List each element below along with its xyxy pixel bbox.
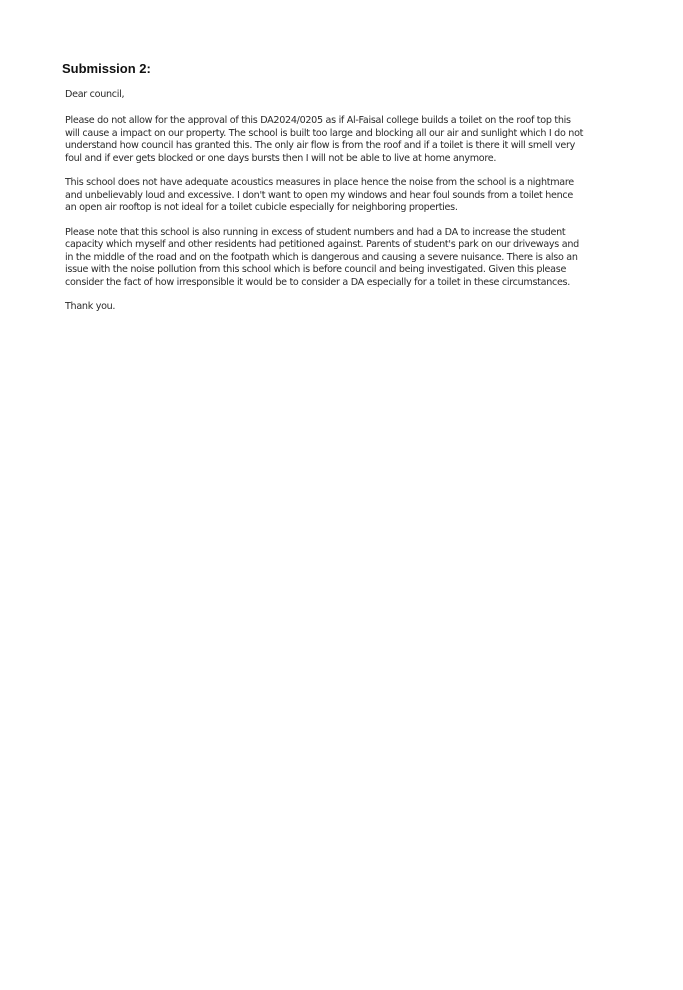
letter-paragraph-3: Please note that this school is also running in excess of student numbers and had a DA to increase the student capacity which myself and other residents had petitioned against. Parents of student's park on our driveways and in the middle of the road and on the footpath which is dangerous and causing a severe nuisance. There is also an issue with the noise pollution from this school which is before council and being investigated. Given this please consider the fact of how irresponsible it would be to consider a DA especially for a toilet in these circumstances.	[65, 227, 579, 288]
letter-paragraph-2: This school does not have adequate acoustics measures in place hence the noise from the school is a nightmare and unbelievably loud and excessive. I don't want to open my windows and hear foul sounds from a toilet hence an open air rooftop is not ideal for a toilet cubicle especially for neighboring properties.	[65, 177, 574, 214]
letter-closing: Thank you.	[65, 301, 116, 313]
letter-paragraph-1: Please do not allow for the approval of this DA2024/0205 as if Al-Faisal college builds a toilet on the roof top this will cause a impact on our property. The school is built too large and blocking all our air and sunlight which I do not understand how council has granted this. The only air flow is from the roof and if a toilet is there it will smell very foul and if ever gets blocked or one days bursts then I will not be able to live at home anymore.	[65, 115, 584, 164]
letter-body	[65, 89, 585, 326]
submission-heading: Submission 2:	[62, 61, 151, 76]
letter-greeting: Dear council,	[65, 89, 125, 100]
